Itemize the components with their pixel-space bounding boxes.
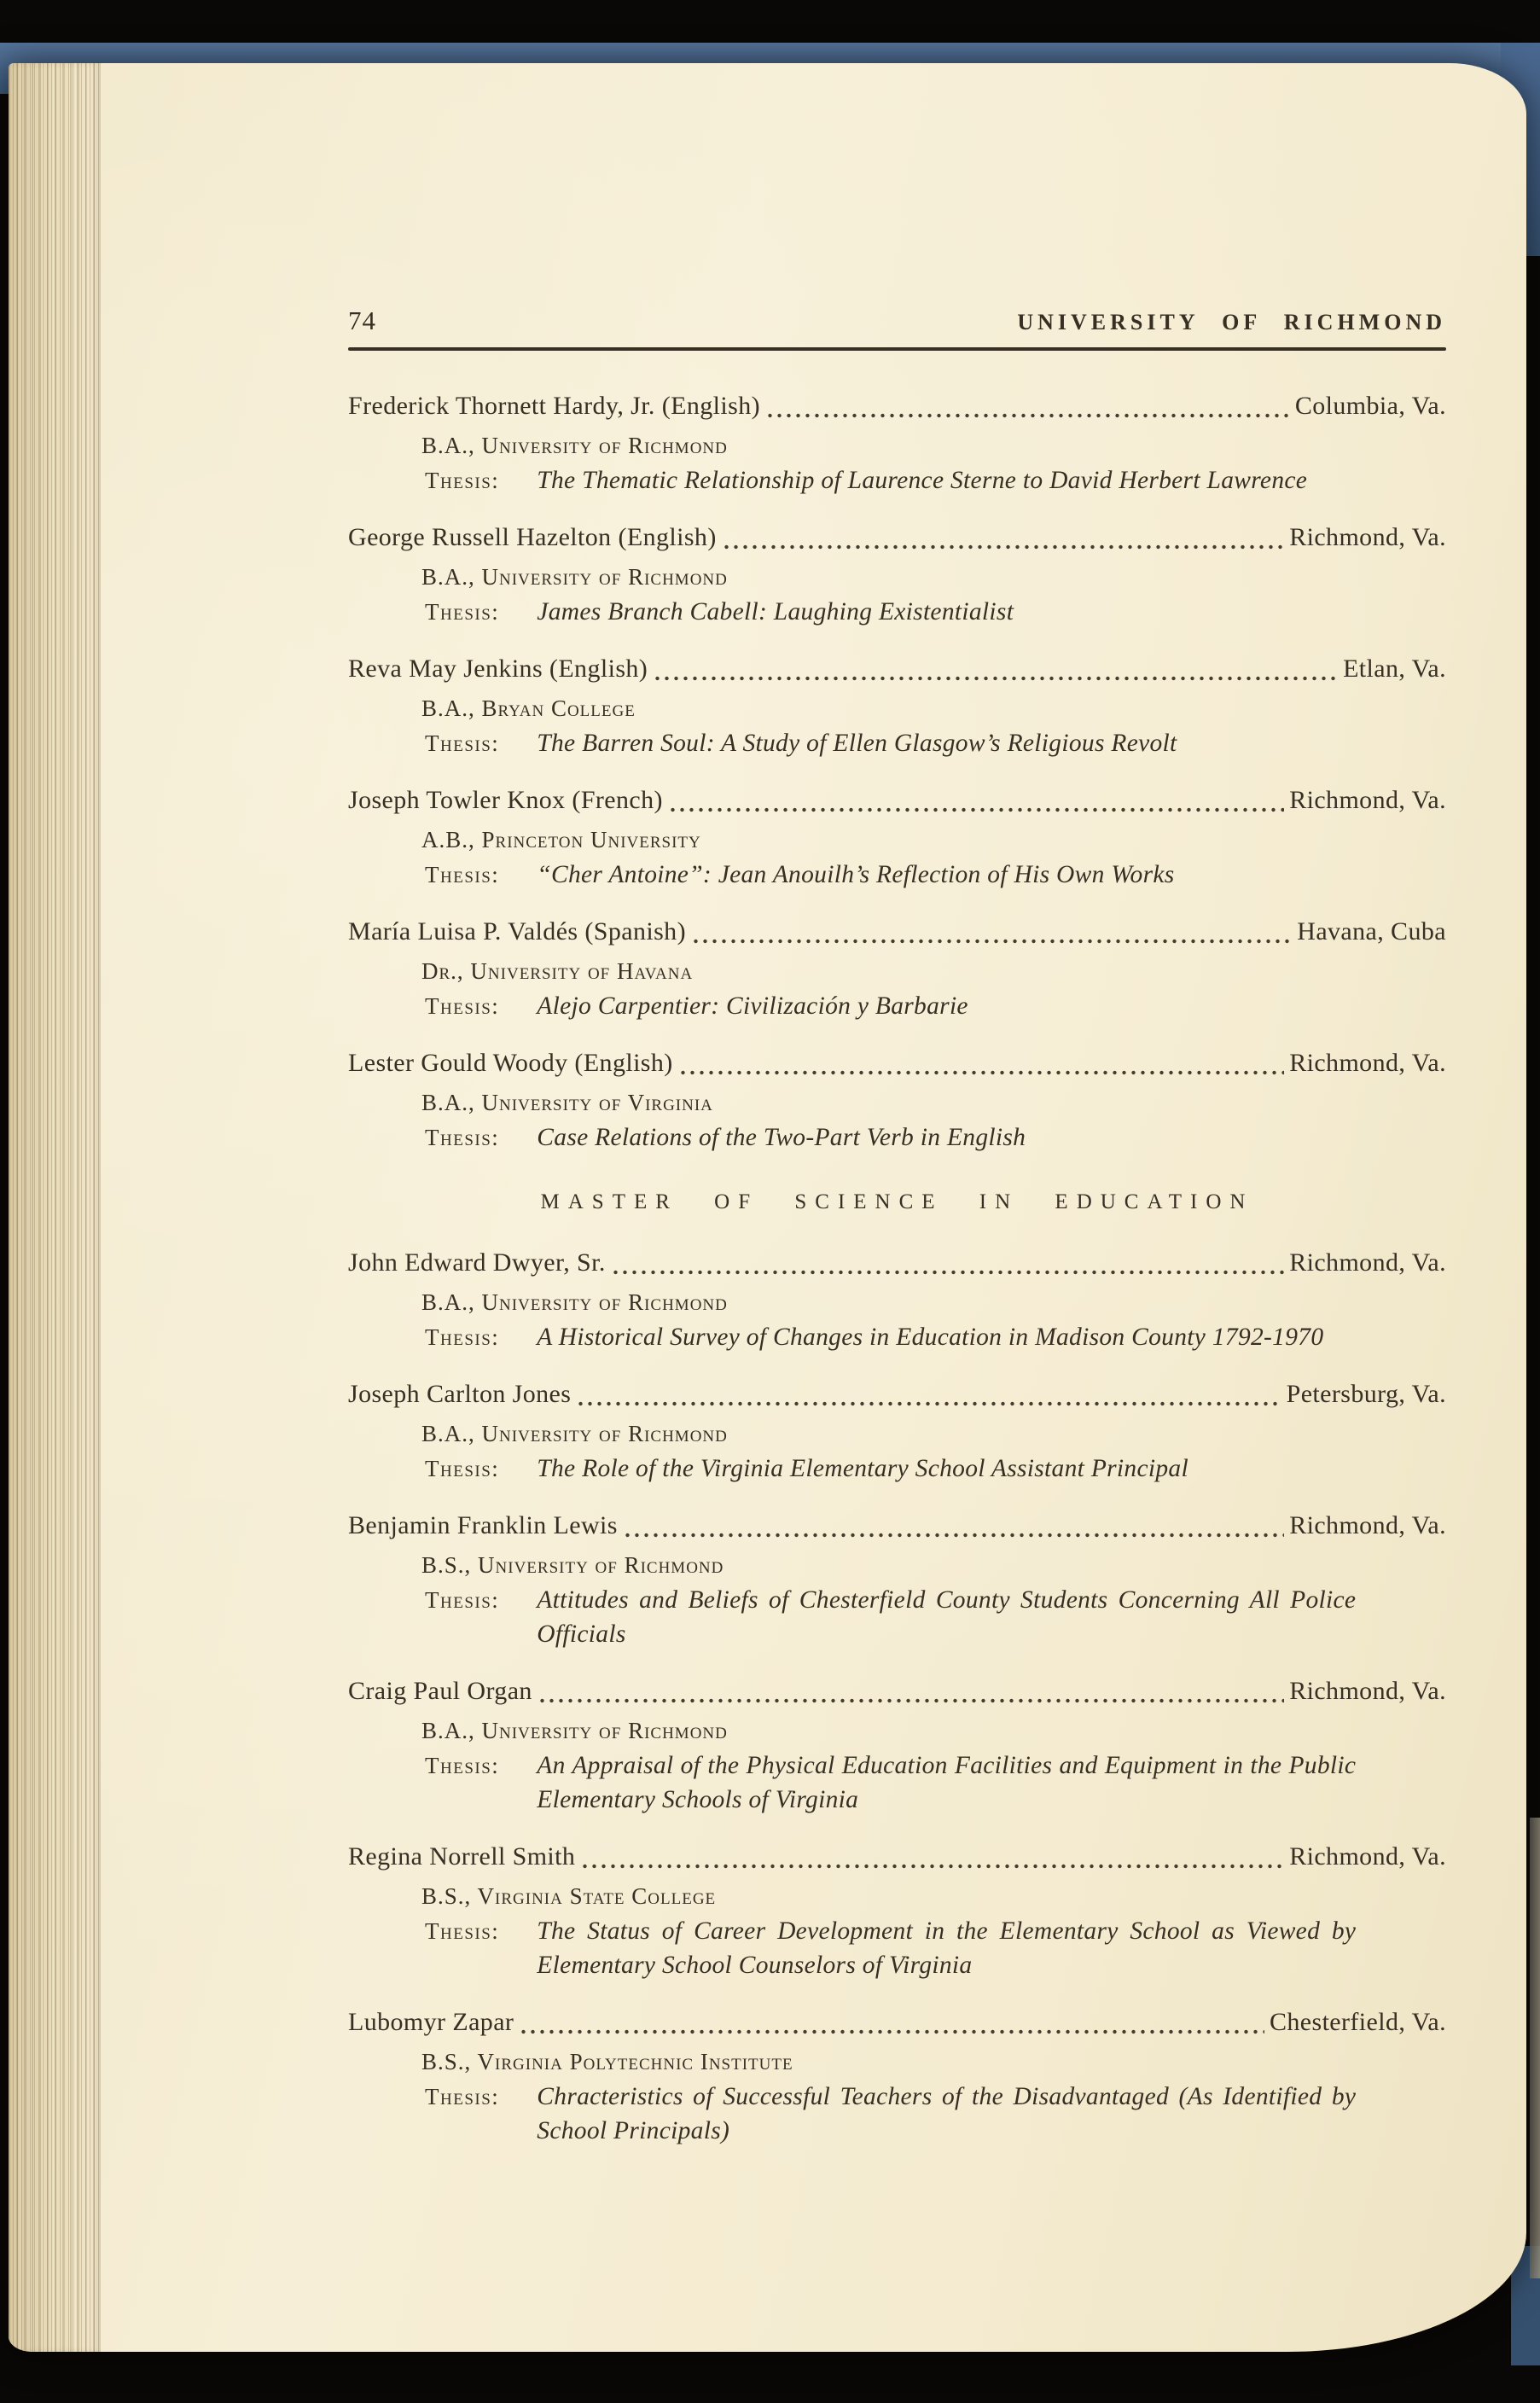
graduate-name: John Edward Dwyer, Sr. — [348, 1248, 606, 1277]
dot-leader — [678, 1070, 1285, 1075]
thesis-label: Thesis: — [425, 1918, 500, 1944]
graduate-name: Benjamin Franklin Lewis — [348, 1511, 618, 1539]
degree-line: B.S., University of Richmond — [421, 1552, 724, 1578]
graduate-name: Craig Paul Organ — [348, 1677, 532, 1705]
thesis-title: The Thematic Relationship of Laurence Sterne to David Herbert Lawrence — [537, 467, 1308, 494]
thesis-label: Thesis: — [425, 468, 500, 493]
graduate-name: George Russell Hazelton (English) — [348, 523, 717, 551]
graduate-entry — [348, 912, 1446, 1023]
thesis-title: The Status of Career Development in the Elementary School as Viewed by Elementary School Counselors of Virginia — [537, 1917, 1357, 1979]
degree-line: B.A., University of Richmond — [421, 1421, 728, 1446]
graduate-name: Joseph Carlton Jones — [348, 1380, 572, 1408]
thesis-line — [425, 989, 1446, 1023]
hometown: Richmond, Va. — [1289, 1511, 1446, 1539]
thesis-label: Thesis: — [425, 599, 500, 625]
thesis-title: Attitudes and Beliefs of Chesterfield County Students Concerning All Police Officials — [537, 1586, 1357, 1648]
graduate-name: Lester Gould Woody (English) — [348, 1049, 673, 1077]
name-line — [348, 781, 1446, 820]
thesis-title: The Role of the Virginia Elementary School Assistant Principal — [537, 1455, 1188, 1482]
name-line — [348, 2003, 1446, 2042]
section-entries — [348, 387, 1446, 1155]
hometown: Richmond, Va. — [1289, 1677, 1446, 1705]
hometown: Etlan, Va. — [1343, 655, 1446, 683]
thesis-title: The Barren Soul: A Study of Ellen Glasgow’s Religious Revolt — [537, 730, 1177, 757]
hometown: Richmond, Va. — [1289, 786, 1446, 814]
thesis-label: Thesis: — [425, 1753, 500, 1778]
dot-leader — [623, 1533, 1284, 1538]
thesis-title: Case Relations of the Two-Part Verb in English — [537, 1124, 1026, 1151]
hometown: Havana, Cuba — [1297, 917, 1446, 945]
graduate-entry — [348, 649, 1446, 760]
running-head: UNIVERSITY OF RICHMOND — [1017, 310, 1446, 335]
thesis-label: Thesis: — [425, 730, 500, 756]
degree-line: B.A., University of Richmond — [421, 1289, 728, 1315]
degree-line: B.S., Virginia State College — [421, 1883, 717, 1909]
thesis-label: Thesis: — [425, 1125, 500, 1150]
hometown: Columbia, Va. — [1294, 392, 1446, 420]
thesis-line — [425, 463, 1446, 497]
name-line — [348, 1375, 1446, 1414]
graduate-name: Regina Norrell Smith — [348, 1842, 576, 1871]
degree-line: B.S., Virginia Polytechnic Institute — [421, 2049, 793, 2074]
name-line — [348, 649, 1446, 689]
degree-line: Dr., University of Havana — [421, 958, 694, 984]
graduate-entry — [348, 387, 1446, 497]
section-entries — [348, 1243, 1446, 2148]
thesis-title: James Branch Cabell: Laughing Existentialist — [537, 598, 1014, 625]
graduate-name: Reva May Jenkins (English) — [348, 655, 648, 683]
thesis-title: An Appraisal of the Physical Education Facilities and Equipment in the Public Elementary Schools of Virginia — [537, 1752, 1357, 1813]
name-line — [348, 1672, 1446, 1711]
degree-line: B.A., University of Richmond — [421, 564, 728, 590]
thesis-label: Thesis: — [425, 1324, 500, 1350]
thesis-label: Thesis: — [425, 993, 500, 1019]
hometown: Richmond, Va. — [1289, 1248, 1446, 1277]
degree-line: B.A., University of Richmond — [421, 433, 728, 458]
graduate-name: Joseph Towler Knox (French) — [348, 786, 663, 814]
degree-line: A.B., Princeton University — [421, 827, 701, 852]
name-line — [348, 912, 1446, 951]
thesis-line — [425, 1583, 1446, 1651]
graduate-entry — [348, 1506, 1446, 1651]
dot-leader — [668, 807, 1284, 812]
dot-leader — [722, 544, 1284, 550]
degree-section — [348, 1187, 1446, 2148]
book-page — [9, 63, 1526, 2352]
thesis-label: Thesis: — [425, 1456, 500, 1481]
thesis-line — [425, 1452, 1446, 1486]
graduate-name: Lubomyr Zapar — [348, 2008, 514, 2036]
thesis-title: Alejo Carpentier: Civilización y Barbarie — [537, 992, 968, 1020]
dot-leader — [653, 676, 1338, 681]
graduate-entry — [348, 1243, 1446, 1354]
graduate-entry — [348, 1375, 1446, 1486]
thesis-title: A Historical Survey of Changes in Education in Madison County 1792-1970 — [537, 1324, 1324, 1351]
dot-leader — [538, 1698, 1284, 1703]
dot-leader — [765, 413, 1290, 418]
graduate-entry — [348, 781, 1446, 892]
graduate-entry — [348, 1044, 1446, 1155]
page-content — [9, 63, 1526, 2352]
thesis-line — [425, 858, 1446, 892]
thesis-line — [425, 1914, 1446, 1982]
degree-line: B.A., University of Richmond — [421, 1718, 728, 1743]
thesis-line — [425, 1120, 1446, 1155]
name-line — [348, 1044, 1446, 1083]
name-line — [348, 1837, 1446, 1876]
hometown: Richmond, Va. — [1289, 523, 1446, 551]
dot-leader — [576, 1401, 1281, 1406]
name-line — [348, 1506, 1446, 1545]
page-number: 74 — [348, 305, 376, 335]
hometown: Richmond, Va. — [1289, 1049, 1446, 1077]
graduate-name: María Luisa P. Valdés (Spanish) — [348, 917, 686, 945]
thesis-title: “Cher Antoine”: Jean Anouilh’s Reflection of His Own Works — [537, 861, 1175, 888]
thesis-line — [425, 1320, 1446, 1354]
thesis-label: Thesis: — [425, 2084, 500, 2109]
dot-leader — [691, 939, 1292, 944]
dot-leader — [519, 2029, 1264, 2034]
graduate-entry — [348, 518, 1446, 629]
degree-section — [348, 387, 1446, 1155]
degree-line: B.A., Bryan College — [421, 695, 636, 721]
graduate-name: Frederick Thornett Hardy, Jr. (English) — [348, 392, 760, 420]
graduate-entry — [348, 1672, 1446, 1817]
hometown: Petersburg, Va. — [1286, 1380, 1446, 1408]
thesis-line — [425, 726, 1446, 760]
dot-leader — [611, 1270, 1284, 1275]
thesis-title: Chracteristics of Successful Teachers of the Disadvantaged (As Identified by School Principals) — [537, 2083, 1357, 2144]
dot-leader — [580, 1864, 1284, 1869]
degree-list — [348, 387, 1446, 2148]
hometown: Richmond, Va. — [1289, 1842, 1446, 1871]
section-heading: MASTER OF SCIENCE IN EDUCATION — [540, 1190, 1254, 1213]
header-rule — [348, 347, 1446, 351]
thesis-label: Thesis: — [425, 1587, 500, 1613]
running-header — [348, 304, 1446, 340]
hometown: Chesterfield, Va. — [1269, 2008, 1446, 2036]
facing-page-edge — [1530, 1818, 1540, 2278]
name-line — [348, 387, 1446, 426]
thesis-line — [425, 1748, 1446, 1817]
name-line — [348, 1243, 1446, 1283]
graduate-entry — [348, 1837, 1446, 1982]
name-line — [348, 518, 1446, 557]
thesis-line — [425, 595, 1446, 629]
thesis-line — [425, 2080, 1446, 2148]
thesis-label: Thesis: — [425, 862, 500, 887]
graduate-entry — [348, 2003, 1446, 2148]
degree-line: B.A., University of Virginia — [421, 1090, 713, 1115]
